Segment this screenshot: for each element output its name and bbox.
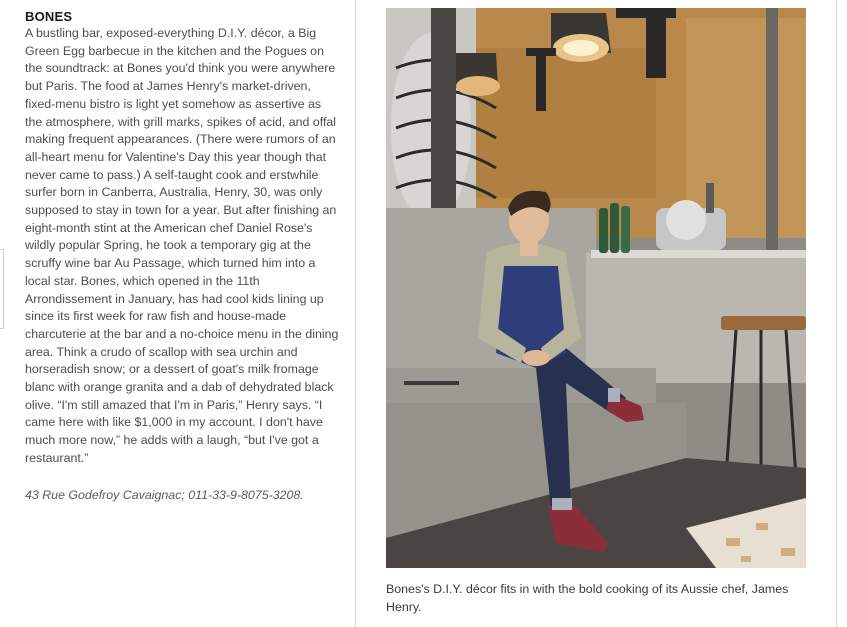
article-address: 43 Rue Godefroy Cavaignac; 011-33-9-8075-3208. <box>25 487 304 502</box>
article-body: A bustling bar, exposed-everything D.I.Y. décor, a Big Green Egg barbecue in the kitchen and the Pogues on the soundtrack: at Bones you'd think you were anywhere but Paris. The food at James Henry's market-driven, fixed-menu bistro is light yet somehow as assertive as the atmosphere, with grill marks, spikes of acid, and offal making frequent appearances. (There were rumors of an all-heart menu for Valentine's Day this year though that never came to pass.) A self-taught cook and erstwhile surfer born in Canberra, Australia, Henry, 30, was only supposed to stay in town for a year. But after finishing an eight-month stint at the American chef Daniel Rose's wildly popular Spring, he took a temporary gig at the scruffy wine bar Au Passage, which turned him into a local star. Bones, which opened in the 11th Arrondissement in January, has had cool kids lining up since its first week for raw fish and house-made charcuterie at the bar and a no-choice menu in the dining area. Think a crudo of scallop with sea urchin and horseradish snow; or a dessert of goat's milk fromage blanc with orange granita and a dab of dehydrated black olive. “I'm still amazed that I'm in Paris,” Henry says. “I came here with like $1,000 in my account. I don't have much more now,” he adds with a laugh, “but I've got a restaurant.” <box>25 26 339 465</box>
article-column <box>25 8 340 504</box>
iron-pillar <box>431 8 456 218</box>
article-heading: BONES <box>25 9 73 24</box>
column-divider <box>355 0 356 627</box>
pendant-lamp <box>551 13 611 62</box>
photo-illustration <box>386 8 806 568</box>
right-border-line <box>836 0 837 627</box>
photo-caption: Bones's D.I.Y. décor fits in with the bold cooking of its Aussie chef, James Henry. <box>386 582 789 614</box>
restaurant-photo <box>386 8 806 568</box>
page-edge-marker <box>0 249 4 329</box>
knife <box>404 381 459 385</box>
pendant-lamp <box>456 53 500 96</box>
wine-bottles <box>599 203 630 253</box>
